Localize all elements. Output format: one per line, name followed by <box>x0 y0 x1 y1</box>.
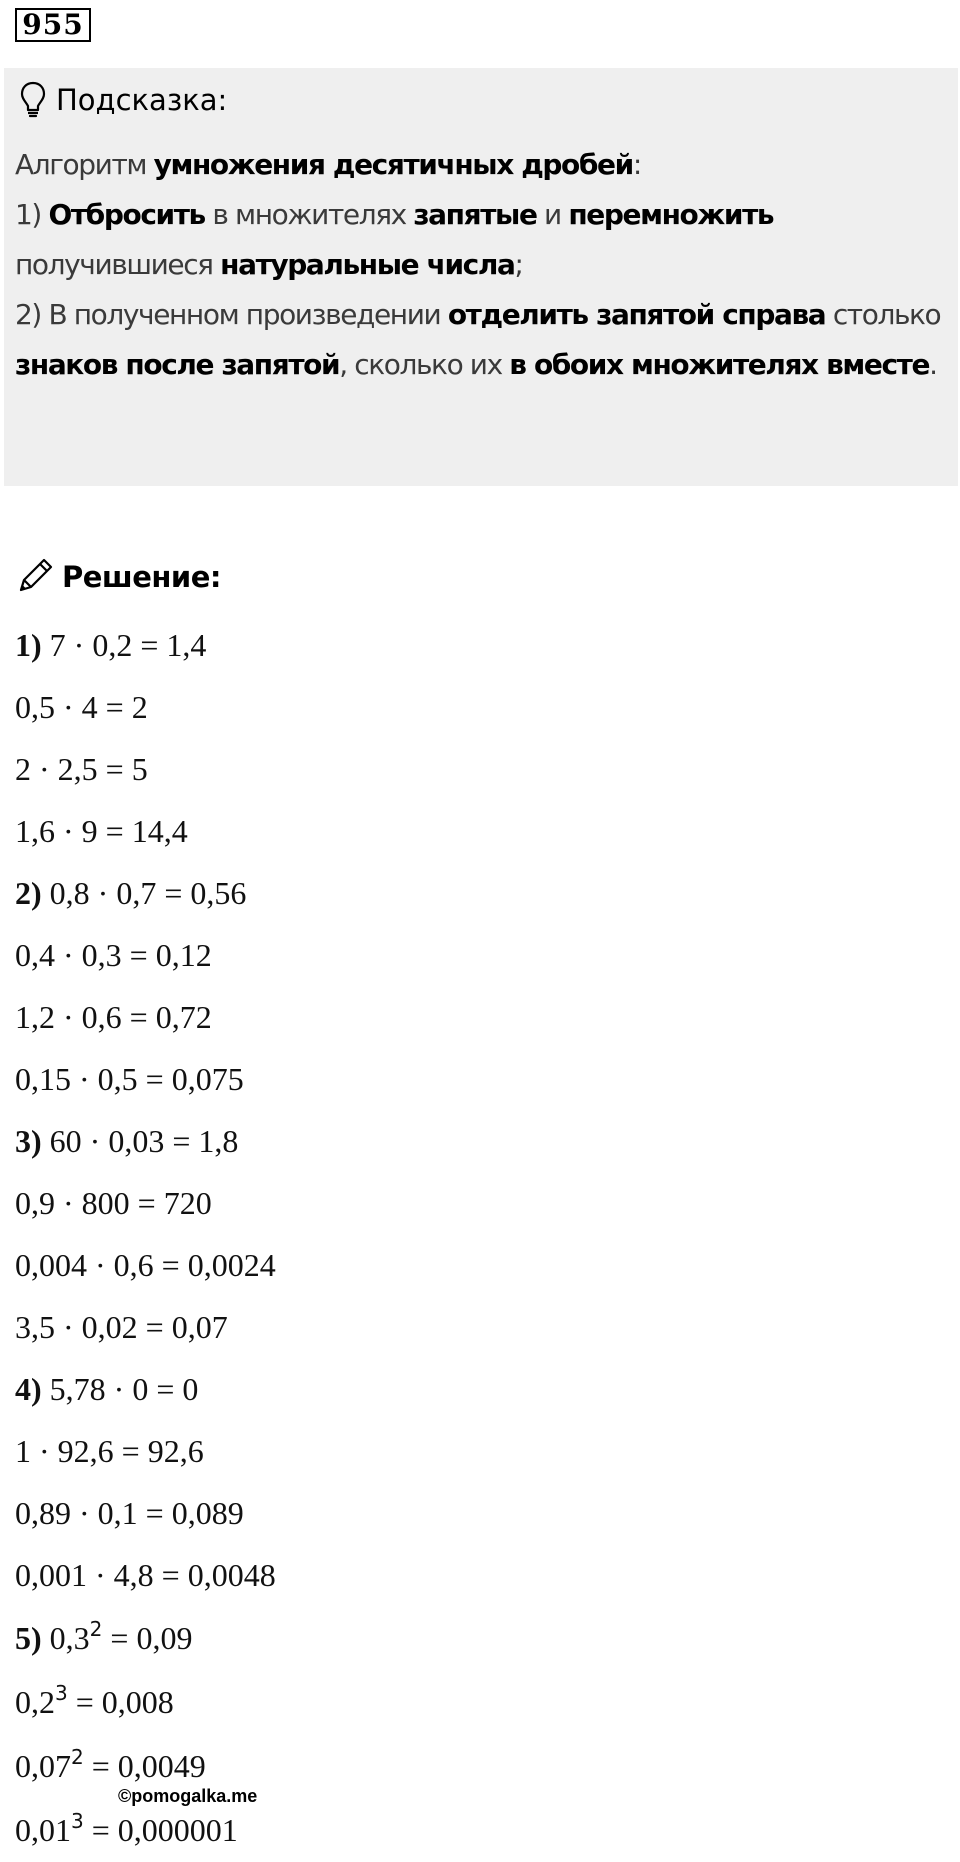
solution-power-line: 5) $0,3^2 = 0,09$ <box>15 1617 193 1656</box>
solution-line: 0,9 · 800 = 720 <box>15 1185 212 1221</box>
solution-line: 0,15 · 0,5 = 0,075 <box>15 1061 244 1097</box>
solution-line: 0,001 · 4,8 = 0,0048 <box>15 1557 276 1593</box>
solution-power-line: $0,07^2 = 0,0049$ <box>15 1745 206 1784</box>
solution-lines <box>15 614 276 1862</box>
solution-power-line: $0,01^3 = 0,000001$ <box>15 1809 238 1848</box>
solution-line: 1,2 · 0,6 = 0,72 <box>15 999 212 1035</box>
solution-line: 0,004 · 0,6 = 0,0024 <box>15 1247 276 1283</box>
solution-line: 0,4 · 0,3 = 0,12 <box>15 937 212 973</box>
solution-title: Решение: <box>62 560 222 594</box>
solution-line: 3,5 · 0,02 = 0,07 <box>15 1309 228 1345</box>
watermark: ©pomogalka.me <box>118 1786 258 1806</box>
solution-line: 2 · 2,5 = 5 <box>15 751 148 787</box>
solution-line: 0,5 · 4 = 2 <box>15 689 148 725</box>
hint-panel <box>4 68 958 486</box>
solution-line: 3) 60 · 0,03 = 1,8 <box>15 1123 239 1159</box>
solution-line: 4) 5,78 · 0 = 0 <box>15 1371 199 1407</box>
lightbulb-icon <box>20 81 46 119</box>
solution-line: 1) 7 · 0,2 = 1,4 <box>15 627 207 663</box>
solution-line: 0,89 · 0,1 = 0,089 <box>15 1495 244 1531</box>
solution-line: 2) 0,8 · 0,7 = 0,56 <box>15 875 247 911</box>
hint-header <box>20 78 227 122</box>
solution-header <box>16 554 221 600</box>
problem-number: 955 <box>15 8 91 42</box>
hint-text: Алгоритм умножения десятичных дробей: 1) Отбросить в множителях запятые и перемножить получившиеся натуральные числа; 2) В полученном произведении отделить запятой справа столько знаков после запятой, сколько их в обоих множителях вместе. <box>15 148 941 381</box>
solution-line: 1,6 · 9 = 14,4 <box>15 813 188 849</box>
pencil-icon <box>16 555 56 600</box>
hint-title: Подсказка: <box>56 83 228 117</box>
solution-power-line: $0,2^3 = 0,008$ <box>15 1681 174 1720</box>
solution-line: 1 · 92,6 = 92,6 <box>15 1433 204 1469</box>
